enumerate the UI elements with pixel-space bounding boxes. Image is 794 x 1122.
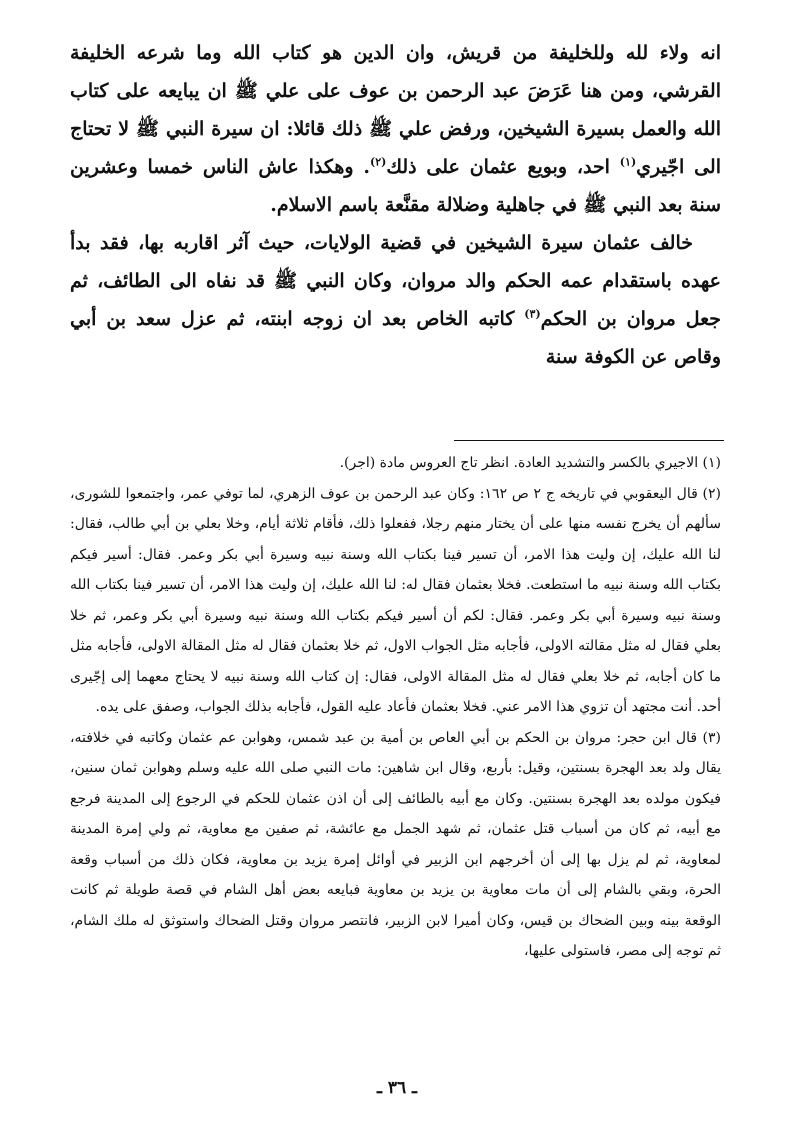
- footnote-text: قال اليعقوبي في تاريخه ج ٢ ص ١٦٢: وكان عبد الرحمن بن عوف الزهري، لما توفي عمر، واجتمعوا للشورى، سألهم أن يخرج نفسه منها على أن يختار منهم رجلا، ففعلوا ذلك، فأقام ثلاثة أيام، وخلا بعلي بن أبي طالب، فقال: لنا الله عليك، إن وليت هذا الامر، أن تسير فينا بكتاب الله وسنة نبيه وسيرة أبي بكر وعمر. فقال: أسير فيكم بكتاب الله وسنة نبيه ما استطعت. فخلا بعثمان فقال له: لنا الله عليك، إن وليت هذا الامر، أن تسير فينا بكتاب الله وسنة نبيه وسيرة أبي بكر وعمر. فقال: لكم أن أسير فيكم بكتاب الله وسنة نبيه وسيرة أبي بكر وعمر، ثم خلا بعلي فقال له مثل مقالته الاولى، فأجابه مثل الجواب الاول، ثم خلا بعثمان فقال له مثل المقالة الاولى، فأجابه مثل ما كان أجابه، ثم خلا بعلي فقال له مثل المقالة الاولى، فقال: إن كتاب الله وسنة نبيه لا يحتاج معهما إلى إجّيرى أحد. أنت مجتهد أن تزوي هذا الامر عني. فخلا بعثمان فأعاد عليه القول، فأجابه بذلك الجواب، وصفق على يده.: [70, 485, 721, 715]
- footnotes: [70, 448, 721, 967]
- footnote-text: قال ابن حجر: مروان بن الحكم بن أبي العاص بن أمية بن عبد شمس، وهوابن عم عثمان وكاتبه في خلافته، يقال ولد بعد الهجرة بسنتين، وقيل: بأربع، وقال ابن شاهين: مات النبي صلى الله عليه وسلم وهوابن ثمان سنين، فيكون مولده بعد الهجرة بسنتين. وكان مع أبيه بالطائف إلى أن اذن عثمان للحكم في الرجوع إلى المدينة فرجع مع أبيه، ثم كان من أسباب قتل عثمان، ثم شهد الجمل مع عائشة، ثم صفين مع معاوية، ثم ولي إمرة المدينة لمعاوية، ثم لم يزل بها إلى أن أخرجهم ابن الزبير في أوائل إمرة يزيد بن معاوية، فكان ذلك من أسباب وقعة الحرة، وبقي بالشام إلى أن مات معاوية بن يزيد بن معاوية فبايعه بعض أهل الشام في قصة طويلة ثم كانت الوقعة بينه وبين الضحاك بن قيس، وكان أميرا لابن الزبير، فانتصر مروان وقتل الضحاك واستوثق له ملك الشام، ثم توجه إلى مصر، فاستولى عليها،: [70, 729, 721, 959]
- footnote-ref-2: (٢): [369, 155, 387, 169]
- paragraph-2-text-a: خالف عثمان سيرة الشيخين في قضية الولايات، حيث آثر اقاربه بها، فقد بدأ عهده باستقدام عمه الحكم والد مروان، وكان النبي ﷺ قد نفاه الى الطائف، ثم جعل مروان بن الحكم: [70, 232, 721, 330]
- footnote-number: (٢): [702, 485, 722, 502]
- footnote-separator: [454, 440, 724, 441]
- paragraph-1-text-c: . وهكذا عاش الناس خمسا وعشرين سنة بعد النبي ﷺ في جاهلية وضلالة مقنَّعة باسم الاسلام.: [70, 156, 721, 216]
- paragraph-1: [70, 34, 721, 224]
- footnote-text: الاجيري بالكسر والتشديد العادة. انظر تاج العروس مادة (اجر).: [339, 455, 699, 471]
- footnote-1: [70, 448, 721, 479]
- paragraph-2-text-b: كاتبه الخاص بعد ان زوجه ابنته، ثم عزل سعد بن أبي وقاص عن الكوفة سنة: [70, 308, 721, 368]
- footnote-number: (٣): [702, 729, 721, 746]
- footnote-number: (١): [702, 455, 721, 471]
- paragraph-1-text-a: انه ولاء لله وللخليفة من قريش، وان الدين هو كتاب الله وما شرعه الخليفة القرشي، ومن هنا عَرَضَ عبد الرحمن بن عوف على علي ﷺ ان يبايعه على كتاب الله والعمل بسيرة الشيخين، ورفض علي ﷺ ذلك قائلا: ان سيرة النبي ﷺ لا تحتاج الى اجّيري: [70, 42, 721, 178]
- main-text: [70, 34, 721, 376]
- page-number: ـ ٣٦ ـ: [376, 1078, 418, 1098]
- footnote-ref-1: (١): [619, 155, 637, 169]
- footnote-2: [70, 479, 721, 723]
- footnote-3: [70, 723, 721, 967]
- footnote-ref-3: (٣): [524, 307, 541, 321]
- paragraph-2: [70, 224, 721, 376]
- paragraph-1-text-b: احد، وبويع عثمان على ذلك: [386, 156, 620, 178]
